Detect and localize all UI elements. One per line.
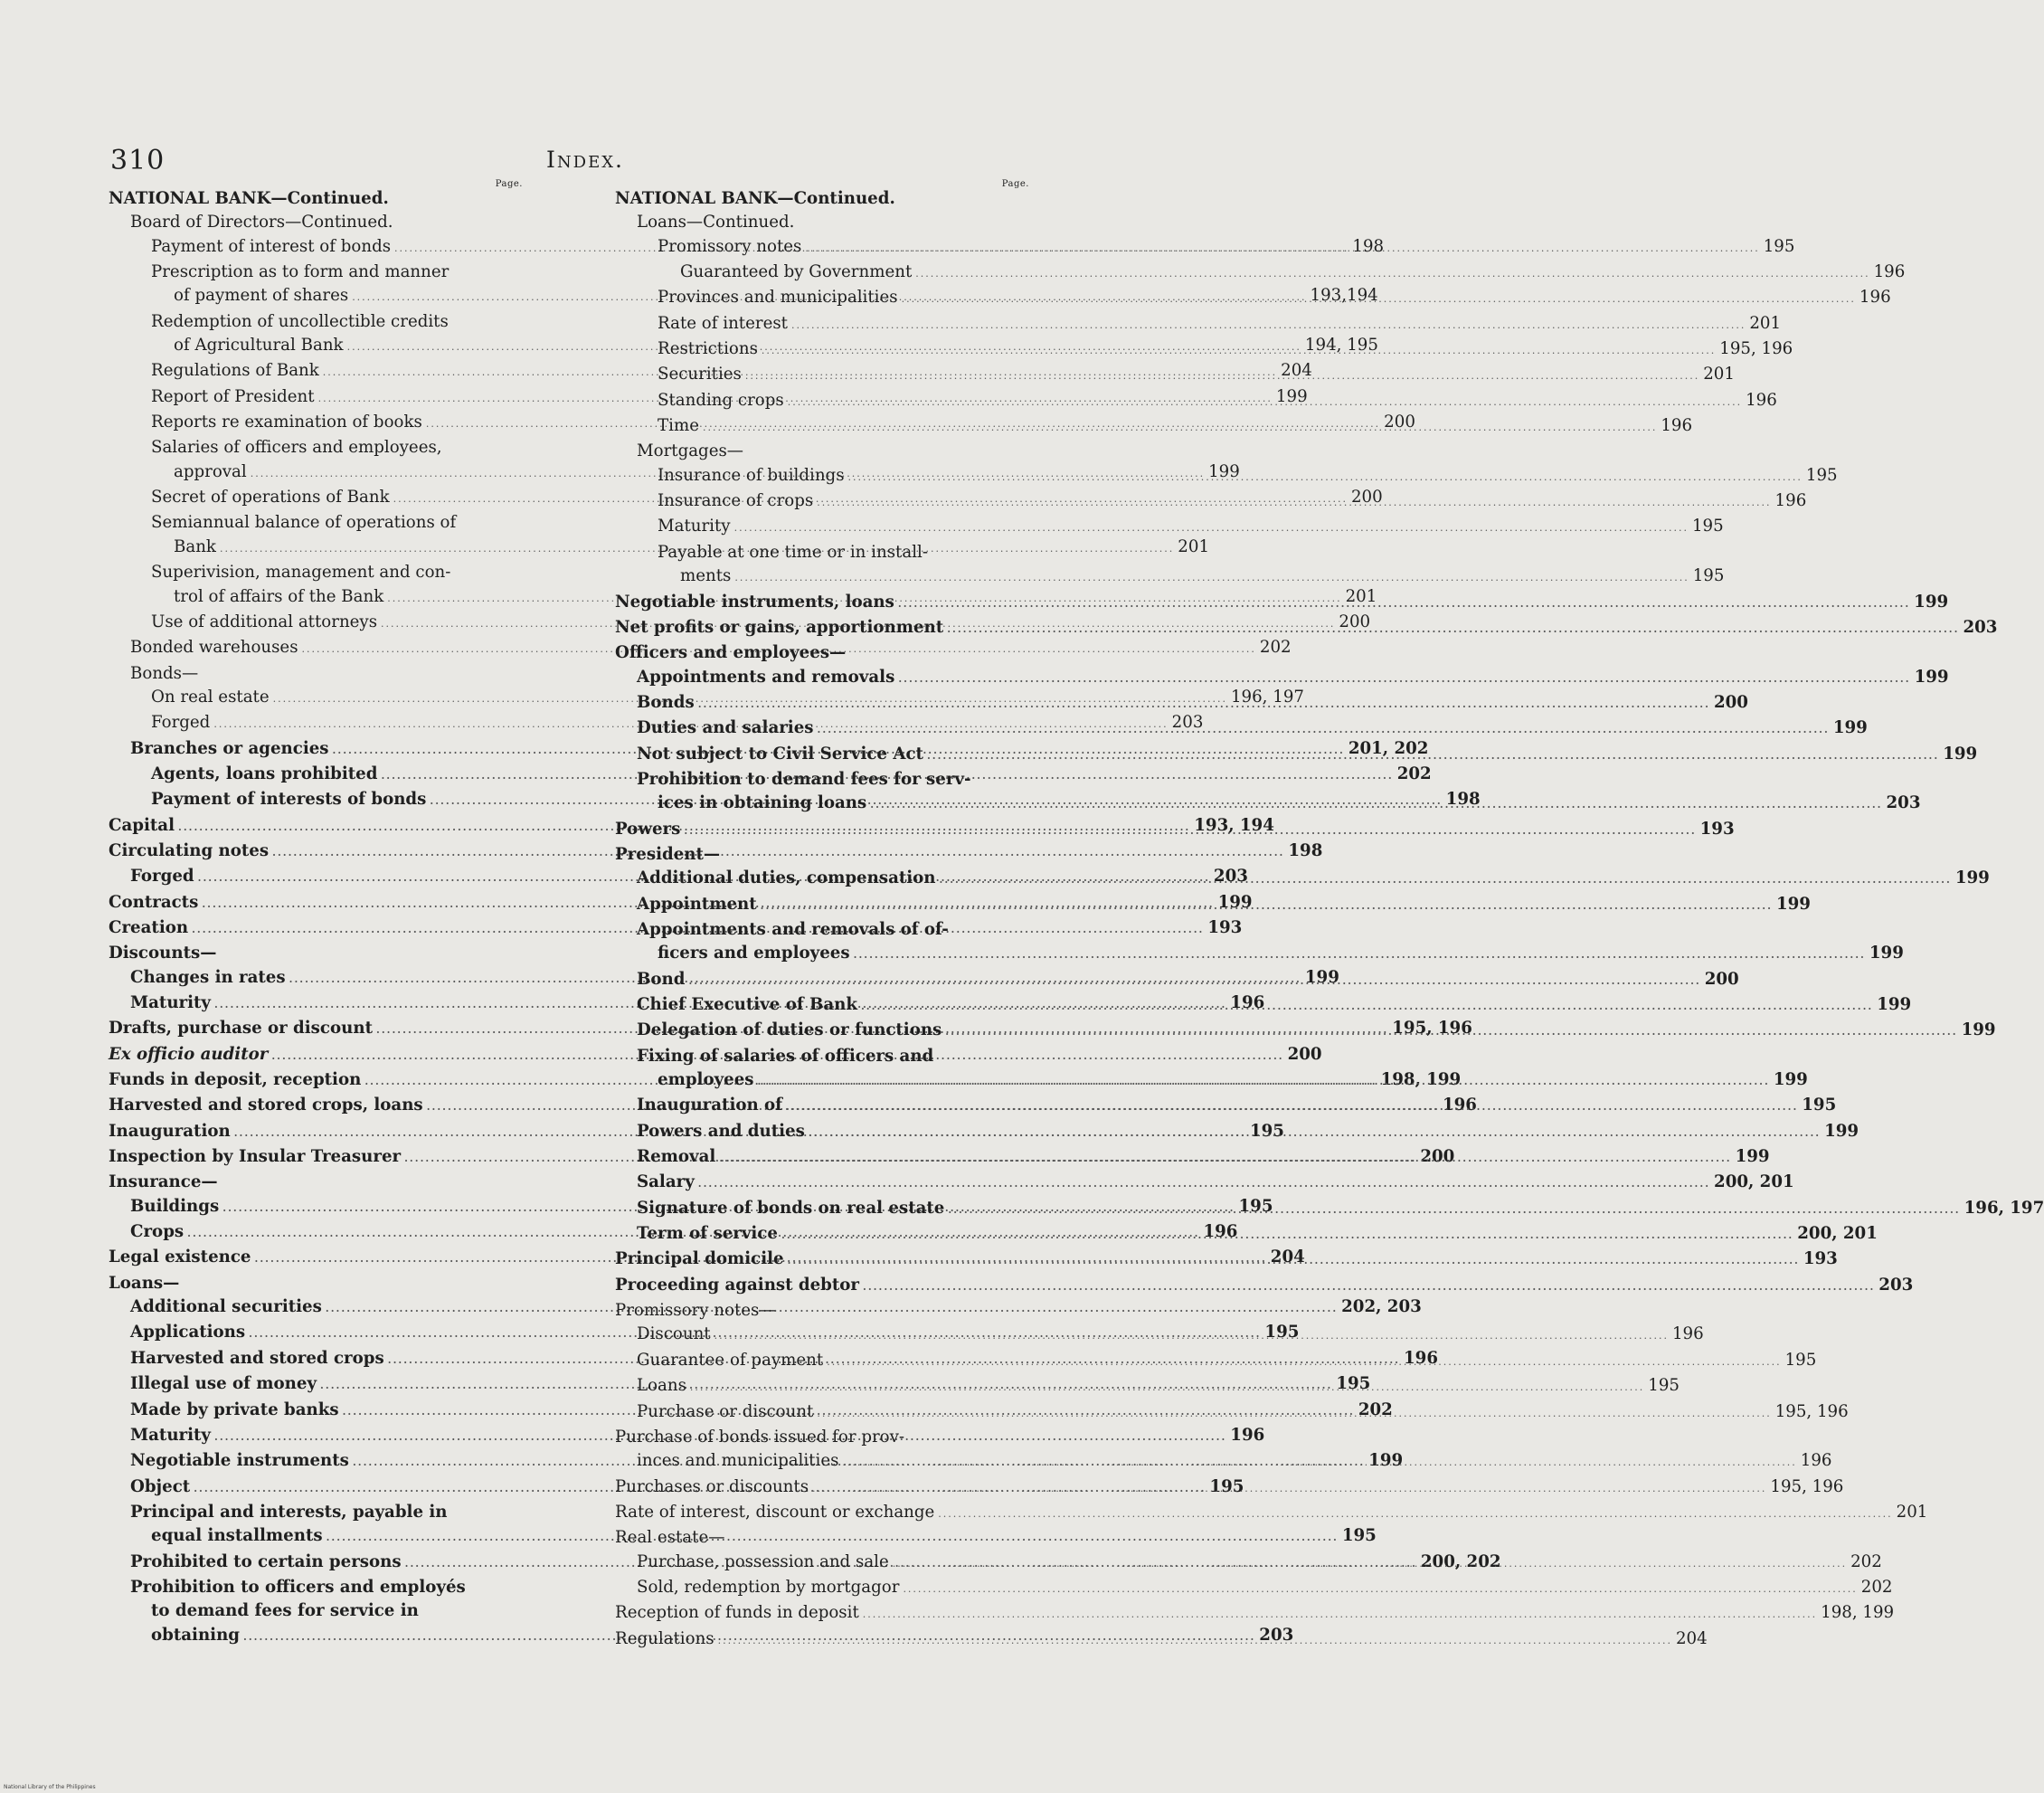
entry-text: Guaranteed by Government	[680, 262, 913, 282]
dot-leader	[940, 868, 1952, 892]
page-reference: 199	[1954, 868, 1990, 888]
entry-text: Payment of interests of bonds	[151, 790, 427, 810]
dot-leader	[947, 618, 1959, 641]
index-entry	[615, 666, 1949, 691]
entry-text: Changes in rates	[130, 967, 286, 987]
dot-leader	[809, 1122, 1821, 1145]
entry-text: Reports re examination of books	[151, 413, 422, 432]
page-reference: 195	[1209, 1476, 1244, 1496]
index-entry	[615, 564, 1725, 590]
entry-text: Drafts, purchase or discount	[109, 1019, 373, 1039]
index-heading	[109, 310, 523, 334]
page-reference: 204	[1675, 1628, 1708, 1648]
page-reference: 196	[1230, 993, 1265, 1012]
page-reference: 200	[1287, 1044, 1322, 1064]
page-number: 310	[110, 145, 166, 176]
index-entry	[615, 1501, 1928, 1526]
page-reference: 202	[1850, 1551, 1882, 1571]
entry-text: Standing crops	[658, 390, 784, 410]
entry-text: Contracts	[109, 892, 199, 912]
entry-text: Bond	[637, 969, 686, 989]
entry-text: Inauguration	[109, 1121, 231, 1141]
entry-text: Superivision, management and con-	[151, 563, 451, 583]
entry-text: Purchase of bonds issued for prov-	[615, 1427, 905, 1447]
page-reference: 195	[1691, 517, 1724, 536]
entry-text: Branches or agencies	[130, 738, 329, 758]
entry-text: ments	[680, 566, 732, 586]
page-column-label: Page.	[1001, 179, 1029, 189]
dot-leader	[690, 1376, 1644, 1399]
entry-text: Purchase, possession and sale	[637, 1551, 889, 1571]
entry-text: Additional duties, compensation	[637, 868, 936, 888]
page-reference: 199	[1735, 1147, 1770, 1167]
page-reference: 202	[1259, 638, 1292, 658]
entry-text: President—	[615, 844, 721, 864]
dot-leader	[758, 1070, 1770, 1094]
dot-leader	[745, 365, 1699, 388]
page-reference: 199	[1961, 1020, 1996, 1040]
entry-text: Time	[658, 416, 699, 436]
entry-text: Promissory notes—	[615, 1301, 776, 1321]
entry-text: Rate of interest	[658, 313, 788, 333]
index-heading	[615, 1426, 1029, 1449]
page-reference: 199	[1869, 944, 1904, 963]
page-reference: 195, 196	[1774, 1401, 1849, 1421]
index-entry	[615, 312, 1782, 337]
page-reference: 196	[1859, 288, 1891, 308]
dot-leader	[734, 517, 1689, 540]
entry-text: Insurance of buildings	[658, 465, 845, 485]
dot-leader	[898, 668, 1910, 691]
entry-text: Legal existence	[109, 1248, 251, 1267]
page-reference: 200	[1339, 612, 1371, 631]
entry-text: Mortgages—	[637, 441, 743, 461]
page-reference: 198, 199	[1821, 1603, 1895, 1623]
page-reference: 199	[1877, 995, 1912, 1014]
entry-text: Not subject to Civil Service Act	[637, 744, 923, 764]
index-heading	[615, 843, 1029, 867]
entry-text: Sold, redemption by mortgagor	[637, 1577, 900, 1597]
page-reference: 199	[1208, 461, 1240, 481]
page-reference: 199	[1775, 894, 1811, 914]
entry-text: Applications	[130, 1323, 246, 1342]
dot-leader	[786, 1096, 1798, 1119]
page-reference: 196	[1404, 1348, 1438, 1368]
page-reference: 199	[1914, 592, 1949, 612]
dot-leader	[698, 693, 1710, 716]
entry-text: Funds in deposit, reception	[109, 1070, 362, 1090]
entry-text: Bonds—	[130, 663, 199, 683]
entry-text: Regulations	[615, 1628, 714, 1648]
dot-leader	[688, 970, 1700, 993]
page-reference: 196	[1203, 1222, 1238, 1242]
entry-text: Removal	[637, 1147, 716, 1167]
entry-text: Fixing of salaries of officers and	[637, 1046, 934, 1066]
entry-text: Chief Executive of Bank	[637, 995, 857, 1014]
page-reference: 195, 196	[1719, 339, 1793, 359]
entry-text: Negotiable instruments, loans	[615, 592, 894, 612]
page-reference: 196	[1442, 1096, 1477, 1115]
index-entry	[615, 1374, 1680, 1399]
entry-text: Semiannual balance of operations of	[151, 513, 457, 533]
page-reference: 200, 202	[1420, 1551, 1501, 1571]
index-heading	[109, 1501, 523, 1524]
dot-leader	[861, 995, 1873, 1019]
index-entry	[615, 893, 1811, 918]
page-reference: 203	[1878, 1275, 1914, 1295]
page-reference: 193,194	[1310, 286, 1378, 306]
page-reference: 200	[1420, 1147, 1455, 1167]
entry-text: Agents, loans prohibited	[151, 764, 378, 783]
dot-leader	[945, 1020, 1957, 1044]
dot-leader	[719, 1147, 1731, 1171]
entry-text: Proceeding against debtor	[615, 1275, 860, 1295]
entry-text: Insurance of crops	[658, 491, 814, 511]
dot-leader	[863, 1276, 1875, 1299]
index-heading	[109, 187, 523, 211]
page-reference: 203	[1886, 793, 1921, 813]
index-entry	[615, 942, 1904, 967]
entry-text: NATIONAL BANK—Continued.	[615, 189, 895, 208]
index-entry	[615, 1576, 1893, 1601]
index-entry	[615, 1171, 1794, 1196]
page-reference: 196	[1800, 1451, 1832, 1471]
entry-text: Restrictions	[658, 339, 758, 359]
dot-leader	[948, 1199, 1960, 1222]
entry-text: Powers and duties	[637, 1121, 805, 1141]
page-reference: 199	[1275, 386, 1308, 406]
page-reference: 201	[1703, 365, 1735, 384]
dot-leader	[842, 1451, 1796, 1475]
entry-text: Bank	[174, 536, 216, 556]
page-reference: 196	[1774, 491, 1807, 511]
page-reference: 202, 203	[1341, 1297, 1422, 1317]
entry-text: approval	[174, 461, 247, 481]
index-heading	[109, 662, 523, 686]
page-reference: 200	[1704, 969, 1739, 989]
dot-leader	[805, 237, 1759, 261]
entry-text: of payment of shares	[174, 286, 349, 306]
entry-text: Inspection by Insular Treasurer	[109, 1147, 402, 1167]
page-reference: 199	[1943, 744, 1978, 764]
entry-text: Powers	[615, 819, 681, 839]
index-heading	[109, 1171, 523, 1194]
entry-text: Buildings	[130, 1196, 220, 1216]
dot-leader	[927, 745, 1939, 768]
dot-leader	[714, 1324, 1669, 1348]
index-heading	[109, 511, 523, 535]
entry-text: Prohibition to demand fees for serv-	[637, 769, 971, 789]
page-reference: 196	[1746, 390, 1777, 410]
entry-text: Discount	[637, 1324, 711, 1344]
entry-text: Signature of bonds on real estate	[637, 1198, 945, 1218]
page-reference: 195	[1341, 1526, 1377, 1546]
dot-leader	[915, 262, 1869, 286]
entry-text: Secret of operations of Bank	[151, 488, 390, 508]
entry-text: Purchase or discount	[637, 1401, 814, 1421]
entry-text: Salary	[637, 1172, 695, 1192]
entry-text: Prescription as to form and manner	[151, 262, 449, 282]
dot-leader	[684, 820, 1696, 843]
index-entry	[615, 261, 1906, 286]
page-reference: 203	[1171, 713, 1204, 733]
index-heading	[109, 436, 523, 460]
index-entry	[615, 1601, 1895, 1627]
dot-leader	[938, 1503, 1892, 1526]
entry-text: of Agricultural Bank	[174, 336, 344, 356]
page-reference: 202	[1358, 1399, 1393, 1419]
entry-text: Insurance—	[109, 1172, 218, 1192]
dot-leader	[848, 466, 1803, 489]
entry-text: Object	[130, 1476, 191, 1496]
page-reference: 200	[1384, 413, 1415, 432]
entry-text: Redemption of uncollectible credits	[151, 311, 449, 331]
dot-leader	[791, 314, 1746, 337]
entry-text: Negotiable instruments	[130, 1451, 349, 1471]
page-reference: 195	[1763, 236, 1795, 256]
entry-text: Salaries of officers and employees,	[151, 438, 442, 458]
dot-leader	[812, 1477, 1766, 1501]
page-reference: 196, 197	[1230, 687, 1304, 707]
entry-text: Discounts—	[109, 944, 217, 963]
entry-text: Provinces and municipalities	[658, 288, 898, 308]
entry-text: Loans—Continued.	[637, 213, 795, 232]
page-reference: 204	[1281, 361, 1312, 381]
entry-text: Illegal use of money	[130, 1374, 317, 1394]
page-reference: 195	[1692, 566, 1725, 586]
page-reference: 204	[1270, 1248, 1305, 1267]
entry-text: Appointment	[637, 894, 757, 914]
entry-text: Circulating notes	[109, 840, 270, 860]
dot-leader	[718, 1629, 1672, 1653]
page-reference: 195, 196	[1392, 1019, 1472, 1039]
entry-text: Harvested and stored crops, loans	[109, 1096, 423, 1115]
page-reference: 202	[1396, 764, 1432, 783]
dot-leader	[788, 391, 1742, 414]
entry-text: to demand fees for service in	[151, 1601, 419, 1621]
running-title: Index.	[546, 147, 624, 173]
entry-text: obtaining	[151, 1625, 241, 1645]
index-heading	[109, 1576, 523, 1599]
entry-text: Maturity	[130, 993, 212, 1012]
entry-text: employees	[658, 1070, 754, 1090]
page-reference: 199	[1368, 1451, 1404, 1471]
dot-leader	[827, 1351, 1781, 1374]
page-reference: 196, 197	[1964, 1198, 2044, 1218]
entry-text: Maturity	[658, 517, 731, 536]
page-reference: 195	[1648, 1376, 1680, 1396]
entry-text: Maturity	[130, 1425, 212, 1445]
dot-leader	[854, 944, 1866, 967]
entry-text: Payment of interest of bonds	[151, 236, 392, 256]
entry-text: Bonded warehouses	[130, 638, 298, 658]
entry-text: Additional securities	[130, 1297, 322, 1317]
dot-leader	[818, 718, 1830, 742]
index-heading	[109, 561, 523, 584]
index-heading	[615, 440, 1029, 463]
scan-credit: National Library of the Philippines	[4, 1784, 96, 1790]
page-reference: 201	[1345, 586, 1377, 606]
page-reference: 201	[1178, 536, 1210, 556]
page-reference: 199	[1824, 1121, 1859, 1141]
page-reference: 202	[1860, 1577, 1893, 1597]
page-reference: 201	[1749, 313, 1782, 333]
index-heading	[615, 1526, 1029, 1550]
index-heading	[615, 918, 1029, 942]
entry-text: Securities	[658, 365, 742, 384]
page-reference: 199	[1304, 967, 1339, 987]
index-heading	[615, 541, 1029, 564]
index-heading	[615, 1045, 1029, 1068]
entry-text: Regulations of Bank	[151, 361, 319, 381]
dot-leader	[893, 1552, 1847, 1576]
index-heading	[615, 768, 1029, 792]
dot-leader	[898, 593, 1910, 616]
dot-leader	[781, 1224, 1793, 1248]
page-reference: 200, 201	[1714, 1172, 1794, 1192]
entry-text: Forged	[151, 713, 211, 733]
entry-text: ices in obtaining loans	[658, 793, 867, 813]
entry-text: Report of President	[151, 386, 315, 406]
entry-text: Harvested and stored crops	[130, 1348, 384, 1368]
page-reference: 201, 202	[1348, 738, 1429, 758]
page-reference: 199	[1773, 1070, 1808, 1090]
entry-text: ficers and employees	[658, 944, 850, 963]
entry-text: Board of Directors—Continued.	[130, 213, 393, 232]
dot-leader	[788, 1249, 1800, 1273]
entry-text: Ex officio auditor	[109, 1044, 269, 1064]
page-reference: 193	[1699, 819, 1735, 839]
dot-leader	[817, 1402, 1771, 1426]
dot-leader	[817, 491, 1771, 515]
entry-text: Purchases or discounts	[615, 1476, 809, 1496]
page-reference: 198	[1288, 840, 1323, 860]
page-reference: 195	[1238, 1196, 1273, 1216]
dot-leader	[761, 895, 1773, 918]
entry-text: equal installments	[151, 1526, 323, 1546]
page-reference: 195	[1784, 1350, 1817, 1370]
dot-leader	[863, 1603, 1817, 1627]
page-reference: 198	[1445, 790, 1481, 810]
index-heading	[615, 1299, 1029, 1323]
index-heading	[109, 1272, 523, 1295]
entry-text: trol of affairs of the Bank	[174, 586, 384, 606]
index-heading	[109, 261, 523, 284]
page-reference: 195	[1336, 1374, 1371, 1394]
page-reference: 199	[1914, 667, 1949, 687]
entry-text: Reception of funds in deposit	[615, 1603, 859, 1623]
index-entry	[615, 1274, 1914, 1299]
page-reference: 195	[1264, 1323, 1300, 1342]
page-reference: 195, 196	[1770, 1476, 1844, 1496]
index-heading	[109, 211, 523, 234]
page-reference: 193	[1207, 917, 1243, 937]
page-reference: 200	[1713, 692, 1748, 712]
entry-text: inces and municipalities	[637, 1451, 839, 1471]
entry-text: Promissory notes	[658, 236, 802, 256]
index-entry	[615, 1475, 1844, 1501]
page-reference: 200, 201	[1797, 1224, 1878, 1244]
page-reference: 200	[1350, 488, 1383, 508]
page-reference: 198, 199	[1380, 1070, 1462, 1090]
page-reference: 195	[1802, 1096, 1837, 1115]
entry-text: Net profits or gains, apportionment	[615, 617, 944, 637]
page-reference: 196	[1671, 1324, 1704, 1344]
entry-text: Officers and employees—	[615, 643, 847, 663]
entry-text: Real estate—	[615, 1528, 725, 1548]
page-reference: 203	[1963, 617, 1998, 637]
page-reference: 195	[1805, 465, 1838, 485]
entry-text: Crops	[130, 1222, 185, 1242]
dot-leader	[734, 566, 1689, 590]
index-heading	[109, 1599, 523, 1623]
entry-text: Loans—	[109, 1273, 180, 1293]
page-reference: 196	[1230, 1425, 1265, 1445]
index-heading	[615, 211, 1029, 234]
entry-text: Duties and salaries	[637, 718, 814, 738]
dot-leader	[698, 1172, 1710, 1196]
entry-text: Creation	[109, 917, 189, 937]
entry-text: Prohibition to officers and employés	[130, 1577, 466, 1597]
page-reference: 203	[1259, 1625, 1294, 1645]
dot-leader	[870, 793, 1882, 817]
entry-text: Bonds	[637, 692, 695, 712]
entry-text: Forged	[130, 867, 194, 887]
page-reference: 195	[1250, 1121, 1284, 1141]
entry-text: Prohibited to certain persons	[130, 1551, 402, 1571]
entry-text: Made by private banks	[130, 1399, 339, 1419]
entry-text: Principal domicile	[615, 1249, 784, 1269]
entry-text: Payable at one time or in install-	[658, 542, 928, 562]
page-reference: 196	[1661, 416, 1693, 436]
entry-text: Appointments and removals of of-	[637, 919, 949, 939]
entry-text: NATIONAL BANK—Continued.	[109, 189, 389, 208]
page-column-label: Page.	[495, 179, 523, 189]
entry-text: Delegation of duties or functions	[637, 1020, 942, 1040]
page-reference: 199	[1217, 892, 1253, 912]
entry-text: Term of service	[637, 1224, 778, 1244]
dot-leader	[902, 288, 1856, 311]
page-reference: 194, 195	[1304, 336, 1378, 356]
page-reference: 203	[1213, 867, 1248, 887]
entry-text: On real estate	[151, 687, 270, 707]
entry-text: Appointments and removals	[637, 667, 895, 687]
page-reference: 201	[1896, 1502, 1928, 1522]
page-reference: 193, 194	[1194, 815, 1274, 835]
entry-text: Use of additional attorneys	[151, 612, 378, 631]
entry-text: Guarantee of payment	[637, 1350, 824, 1370]
dot-leader	[703, 416, 1657, 440]
dot-leader	[903, 1578, 1857, 1601]
index-heading	[109, 942, 523, 965]
entry-text: Loans	[637, 1376, 686, 1396]
page-reference: 198	[1352, 236, 1385, 256]
page-reference: 193	[1803, 1249, 1838, 1269]
index-entry	[615, 515, 1724, 540]
page-reference: 196	[1873, 262, 1906, 282]
index-heading	[615, 641, 1029, 665]
index-heading	[615, 187, 1029, 211]
entry-text: Capital	[109, 815, 175, 835]
entry-text: Rate of interest, discount or exchange	[615, 1502, 935, 1522]
dot-leader	[762, 339, 1716, 363]
entry-text: Inauguration of	[637, 1096, 782, 1115]
page-reference: 199	[1832, 718, 1868, 738]
entry-text: Principal and interests, payable in	[130, 1502, 448, 1522]
